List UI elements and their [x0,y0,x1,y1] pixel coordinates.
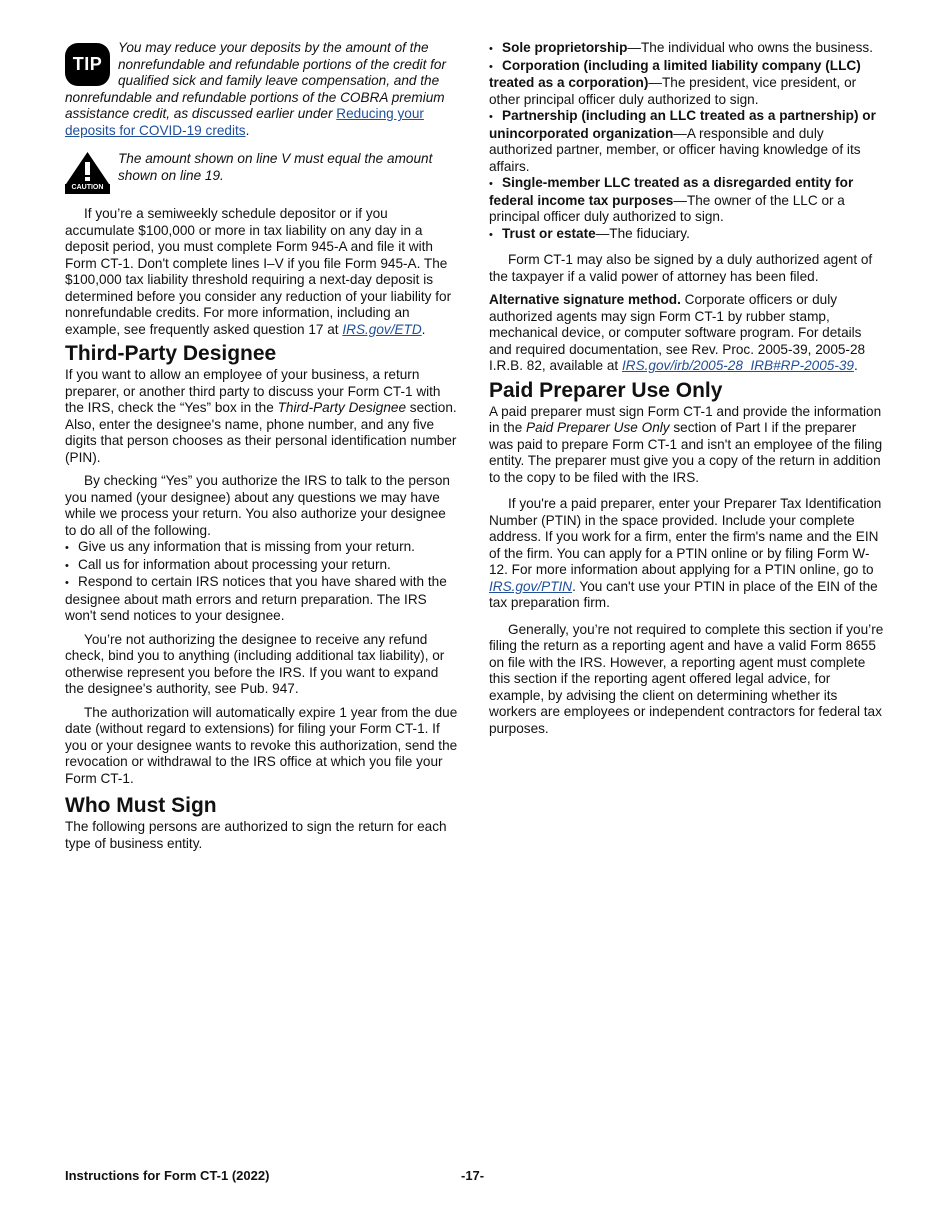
third-party-p2: By checking “Yes” you authorize the IRS to talk to the person you named (your designee) about any questions we may have while we process your return. You also authorize your designee to do all of the following. [65,473,450,538]
list-item: • Single-member LLC treated as a disregarded entity for federal income tax purposes—The owner of the LLC or a principal officer duly authorized to sign. [489,175,854,224]
alt-signature-paragraph: Alternative signature method. Corporate officers or duly authorized agents may sign Form CT-1 by rubber stamp, mechanical device, or computer software program. For details and required documentation, see Rev. Proc. 2005-39, 2005-28 I.R.B. 82, available at IRS.gov/irb/2005-28_IRB#RP-2005-39. [489,292,866,373]
agent-paragraph: Form CT-1 may also be signed by a duly authorized agent of the taxpayer if a valid power of attorney has been filed. [489,252,873,284]
caution-text: The amount shown on line V must equal the amount shown on line 19. [118,151,433,183]
left-column [65,40,460,852]
list-item: • Corporation (including a limited liability company (LLC) treated as a corporation)—The president, vice president, or other principal officer duly authorized to sign. [489,57,861,107]
third-party-p3: You’re not authorizing the designee to receive any refund check, bind you to anything (including additional tax liability), or otherwise represent you before the IRS. If you want to expand the designee's authority, see Pub. 947. [65,631,445,696]
who-must-sign-intro: The following persons are authorized to sign the return for each type of business entity. [65,819,447,851]
third-party-heading: Third-Party Designee [65,342,277,365]
paid-preparer-p2: If you're a paid preparer, enter your Preparer Tax Identification Number (PTIN) in the space provided. Include your complete address. If you work for a firm, enter the firm's name and the EIN of the firm. You can apply for a PTIN online or by filing Form W-12. For more information about applying for a PTIN online, go to IRS.gov/PTIN. You can't use your PTIN in place of the EIN of the tax preparation firm. [489,496,882,610]
tip-icon: TIP [65,43,112,87]
list-item: • Give us any information that is missing from your return. [65,539,415,554]
caution-icon: CAUTION [65,151,112,194]
list-item: • Partnership (including an LLC treated as a partnership) or unincorporated organization—A responsible and duly authorized partner, member, or officer having knowledge of its affairs. [489,108,876,174]
third-party-p1: If you want to allow an employee of your business, a return preparer, or another third party to discuss your Form CT-1 with the IRS, check the “Yes” box in the Third-Party Designee section. Also, enter the designee's name, phone number, and any five digits that person chooses as their personal identification number (PIN). [65,367,457,465]
tip-text: You may reduce your deposits by the amount of the nonrefundable and refundable portions of the credit for qualified sick and family leave compensation, and the nonrefundable and refundable portions of the COBRA premium assistance credit, as discussed earlier under Reducing your deposits for COVID-19 credits. [65,40,446,138]
right-column [489,40,884,737]
list-item: • Call us for information about processing your return. [65,556,391,572]
list-item: • Respond to certain IRS notices that you have shared with the designee about math errors and return preparation. The IRS won't send notices to your designee. [65,574,447,623]
paid-preparer-heading: Paid Preparer Use Only [489,378,723,402]
ptin-link[interactable]: IRS.gov/PTIN [489,578,573,594]
covid-credits-link[interactable]: Reducing your deposits for COVID-19 credits [65,106,424,138]
page-footer [65,1168,885,1185]
list-item: • Trust or estate—The fiduciary. [489,225,690,241]
who-must-sign-heading: Who Must Sign [65,794,217,817]
page-number: -17- [461,1168,485,1183]
rev-proc-link[interactable]: IRS.gov/irb/2005-28_IRB#RP-2005-39 [622,358,854,373]
paid-preparer-p1: A paid preparer must sign Form CT-1 and provide the information in the Paid Preparer Use Only section of Part I if the preparer was paid to prepare Form CT-1 and isn't an employee of the filing entity. The preparer must give you a copy of the return in addition to the copy to be filed with the IRS. [489,403,883,485]
footer-title: Instructions for Form CT-1 (2022) [65,1168,270,1183]
list-item: • Sole proprietorship—The individual who owns the business. [489,40,873,55]
paid-preparer-p3: Generally, you’re not required to complete this section if you’re filing the return as a reporting agent and have a valid Form 8655 on file with the IRS. However, a reporting agent must complete this section if the reporting agent offered legal advice, for example, by advising the client on determining whether its workers are employees or independent contractors for federal tax purposes. [489,621,884,736]
third-party-p4: The authorization will automatically expire 1 year from the due date (without regard to extensions) for filing your Form CT-1. If you or your designee wants to revoke this authorization, send the revocation or withdrawal to the IRS office at which you file your Form CT-1. [65,704,458,786]
semiweekly-paragraph: If you’re a semiweekly schedule depositor or if you accumulate $100,000 or more in tax liability on any day in a deposit period, you must complete Form 945-A and file it with Form CT-1. Don't complete lines I–V if you file Form 945-A. The $100,000 tax liability threshold requiring a next-day deposit is determined before you consider any reduction of your liability for nonrefundable credits. For more information, including an example, see frequently asked question 17 at IRS.gov/ETD. [65,206,452,337]
caution-block [65,151,460,196]
tip-block [65,40,460,139]
etd-link[interactable]: IRS.gov/ETD [342,321,422,337]
